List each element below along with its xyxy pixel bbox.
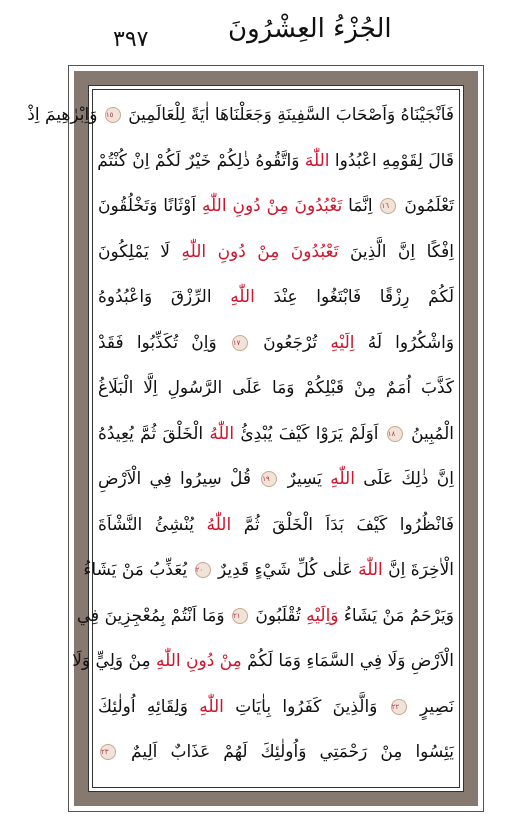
verse-text: الْاٰخِرَةَ اِنَّ [388,560,454,580]
divine-name-text: اللّٰهِ [330,469,355,489]
verse-text: يُنْشِئُ النَّشْاَةَ [98,514,194,535]
verse-text: الْخَلْقَ ثُمَّ يُعِيدُهُ [98,423,204,444]
ayah-number-marker: ١٦ [380,198,396,214]
verse-text: يَسِيرٌ [287,469,322,489]
verse-text: فَانْظُرُوا كَيْفَ بَدَاَ الْخَلْقَ ثُمَّ [243,514,455,535]
verse-text: الرِّزْقَ وَاعْبُدُوهُ [98,287,212,307]
ayah-number-marker: ١٧ [232,335,248,351]
verse-text: وَاِنْ تُكَذِّبُوا فَقَدْ [98,332,217,353]
verse-text: تَعْلَمُونَ [404,196,455,216]
verse-line [98,275,454,319]
ayah-number-marker: ٢٠ [195,562,211,578]
divine-name-text: اللّٰهُ [206,514,232,535]
verse-text: وَالَّذِينَ كَفَرُوا بِاٰيَاتِ [235,696,378,717]
verse-text: وَلِقَائِهِ اُولٰئِكَ [98,696,188,717]
divine-name-text: اِلَيْهِ [330,332,355,353]
verse-text: وَاِبْرٰهِيمَ اِذْ [27,105,98,125]
verse-line [98,503,454,547]
verse-text: اِفْكًا اِنَّ الَّذِينَ [349,241,454,262]
divine-name-text: مِنْ دُونِ اللّٰهِ [155,651,242,671]
verse-line [98,685,454,729]
verse-text: عَلٰى كُلِّ شَيْءٍ قَدِيرٌ [218,560,353,580]
divine-name-text: وَاِلَيْهِ [306,605,339,626]
verse-text: وَمَا اَنْتُمْ بِمُعْجِزِينَ فِي [76,605,225,626]
verse-text: تُرْجَعُونَ [263,332,318,353]
verse-text: وَاتَّقُوهُ ذٰلِكُمْ خَيْرٌ لَكُمْ اِنْ كُنْتُمْ [97,150,300,171]
ayah-number-marker: ٢١ [232,608,248,624]
ayah-number-marker: ٢٢ [391,699,407,715]
verse-text: اَوَلَمْ يَرَوْا كَيْفَ يُبْدِئُ [240,423,379,444]
divine-name-text: اللّٰهَ [304,150,330,171]
verse-text: الْمُبِينُ [411,423,454,444]
verse-line [98,321,454,365]
verse-line [83,548,454,592]
verse-text: وَاشْكُرُوا لَهُ [367,332,455,353]
verse-text: كَذَّبَ اُمَمٌ مِنْ قَبْلِكُمْ وَمَا عَلَى الرَّسُولِ اِلَّا الْبَلَاغُ [98,378,454,398]
page-header [0,0,518,58]
verse-text: يُعَذِّبُ مَنْ يَشَاءُ [83,560,188,580]
juz-title: الجُزْءُ العِشْرُونَ [228,14,392,44]
verse-text: نَصِيرٍ [420,696,455,717]
verse-text: فَاَنْجَيْنَاهُ وَاَصْحَابَ السَّفِينَةِ وَجَعَلْنَاهَا اٰيَةً لِلْعَالَمِينَ [128,105,454,125]
verse-line [98,230,454,274]
verse-line [98,139,454,183]
verse-text: قَالَ لِقَوْمِهِ اعْبُدُوا [334,150,454,171]
verse-text: وَيَرْحَمُ مَنْ يَشَاءُ [343,605,454,626]
divine-name-text: اللّٰهِ [199,696,224,717]
ayah-number-marker: ٢٣ [100,744,116,760]
verse-line [72,639,454,683]
ayah-number-marker: ١٥ [105,107,121,123]
verse-text: تُقْلَبُونَ [255,605,301,626]
page-number: ٣٩٧ [113,27,149,52]
divine-name-text: تَعْبُدُونَ مِنْ دُونِ اللّٰهِ [201,196,343,216]
verse-line [76,594,454,638]
verse-line [27,93,454,137]
verse-text: اِنَّمَا [348,196,373,216]
verse-line [98,412,454,456]
verse-text: الْاَرْضِ وَلَا فِي السَّمَاءِ وَمَا لَكُمْ [247,651,454,671]
verse-text: يَئِسُوا مِنْ رَحْمَتِي وَاُولٰئِكَ لَهُمْ عَذَابٌ اَلِيمٌ [131,742,454,762]
verse-line [98,730,454,774]
verse-line [98,457,454,501]
divine-name-text: اللّٰهِ [230,287,255,307]
verse-text: اِنَّ ذٰلِكَ عَلَى [363,469,454,489]
verse-text: لَكُمْ رِزْقًا فَابْتَغُوا عِنْدَ [273,287,455,307]
verse-text: لَا يَمْلِكُونَ [98,241,170,262]
verse-line [98,184,454,228]
ayah-number-marker: ١٨ [387,426,403,442]
verse-text: مِنْ وَلِيٍّ وَلَا [72,651,151,671]
divine-name-text: تَعْبُدُونَ مِنْ دُونِ اللّٰهِ [181,241,339,262]
divine-name-text: اللّٰهُ [209,423,235,444]
verse-text: اَوْثَانًا وَتَخْلُقُونَ [98,196,197,216]
verse-line [98,366,454,410]
ayah-number-marker: ١٩ [261,471,277,487]
verse-text: قُلْ سِيرُوا فِي الْاَرْضِ [98,469,251,489]
divine-name-text: اللّٰهَ [358,560,383,580]
